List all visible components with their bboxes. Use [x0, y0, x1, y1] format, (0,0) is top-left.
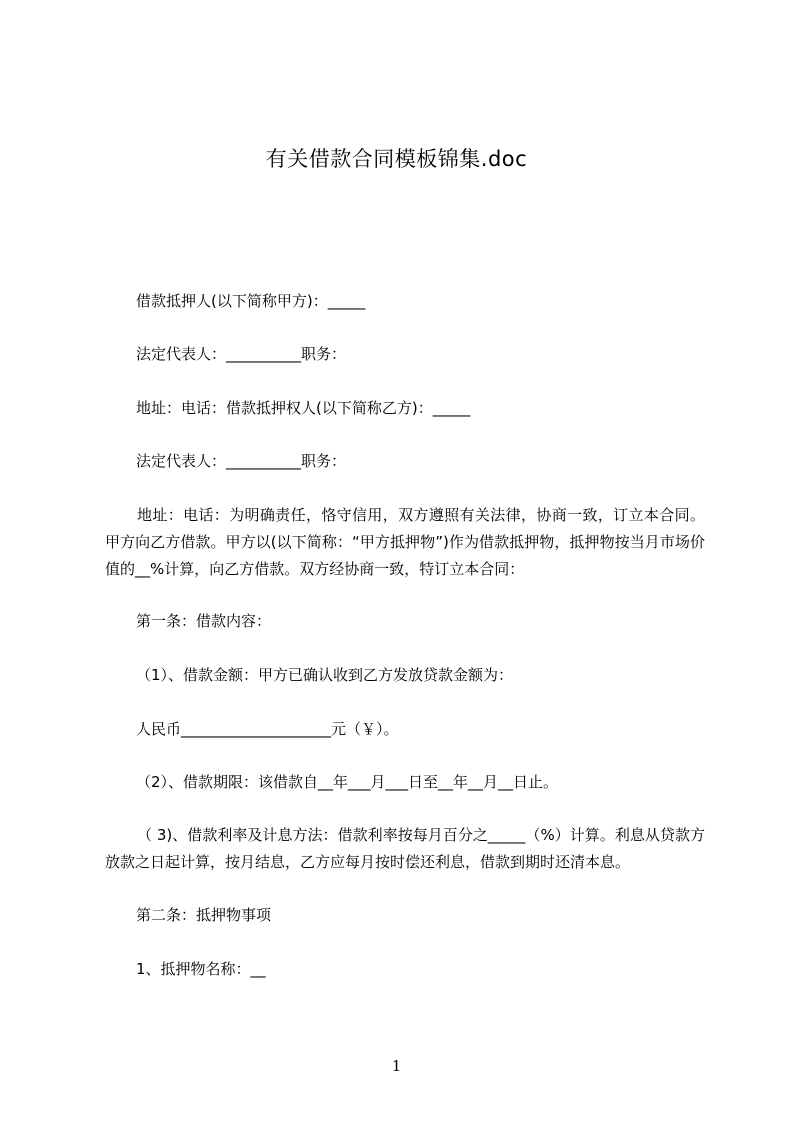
paragraph-rmb: 人民币____________________元（￥）。: [136, 720, 399, 738]
paragraph-legal-rep-a: 法定代表人：__________职务：: [136, 345, 347, 363]
paragraph-loan-term: （2）、借款期限：该借款自__年___月___日至__年__月__日止。: [136, 773, 559, 791]
paragraph-preamble: 地址：电话：为明确责任，恪守信用，双方遵照有关法律，协商一致，订立本合同。甲方向乙方借款。甲方以(以下简称：“甲方抵押物”)作为借款抵押物，抵押物按当月市场价值的__%计算，向乙方借款。双方经协商一致，特订立本合同：: [105, 506, 705, 578]
paragraph-address-lender: 地址：电话：借款抵押权人(以下简称乙方)：_____: [136, 399, 471, 417]
paragraph-article-one: 第一条：借款内容：: [136, 612, 272, 630]
paragraph-borrower: 借款抵押人(以下简称甲方)：_____: [136, 292, 366, 310]
paragraph-article-two: 第二条：抵押物事项: [136, 906, 272, 924]
document-title: 有关借款合同模板锦集.doc: [265, 147, 528, 171]
paragraph-interest: （ 3)、借款利率及计息方法：借款利率按每月百分之_____（%）计算。利息从贷款方放款之日起计算，按月结息，乙方应每月按时偿还利息，借款到期时还清本息。: [105, 826, 705, 871]
page-number: 1: [391, 1057, 402, 1075]
paragraph-loan-amount: （1）、借款金额：甲方已确认收到乙方发放贷款金额为：: [136, 666, 514, 684]
paragraph-collateral-name: 1、抵押物名称：__: [136, 960, 266, 978]
paragraph-legal-rep-b: 法定代表人：__________职务：: [136, 452, 347, 470]
